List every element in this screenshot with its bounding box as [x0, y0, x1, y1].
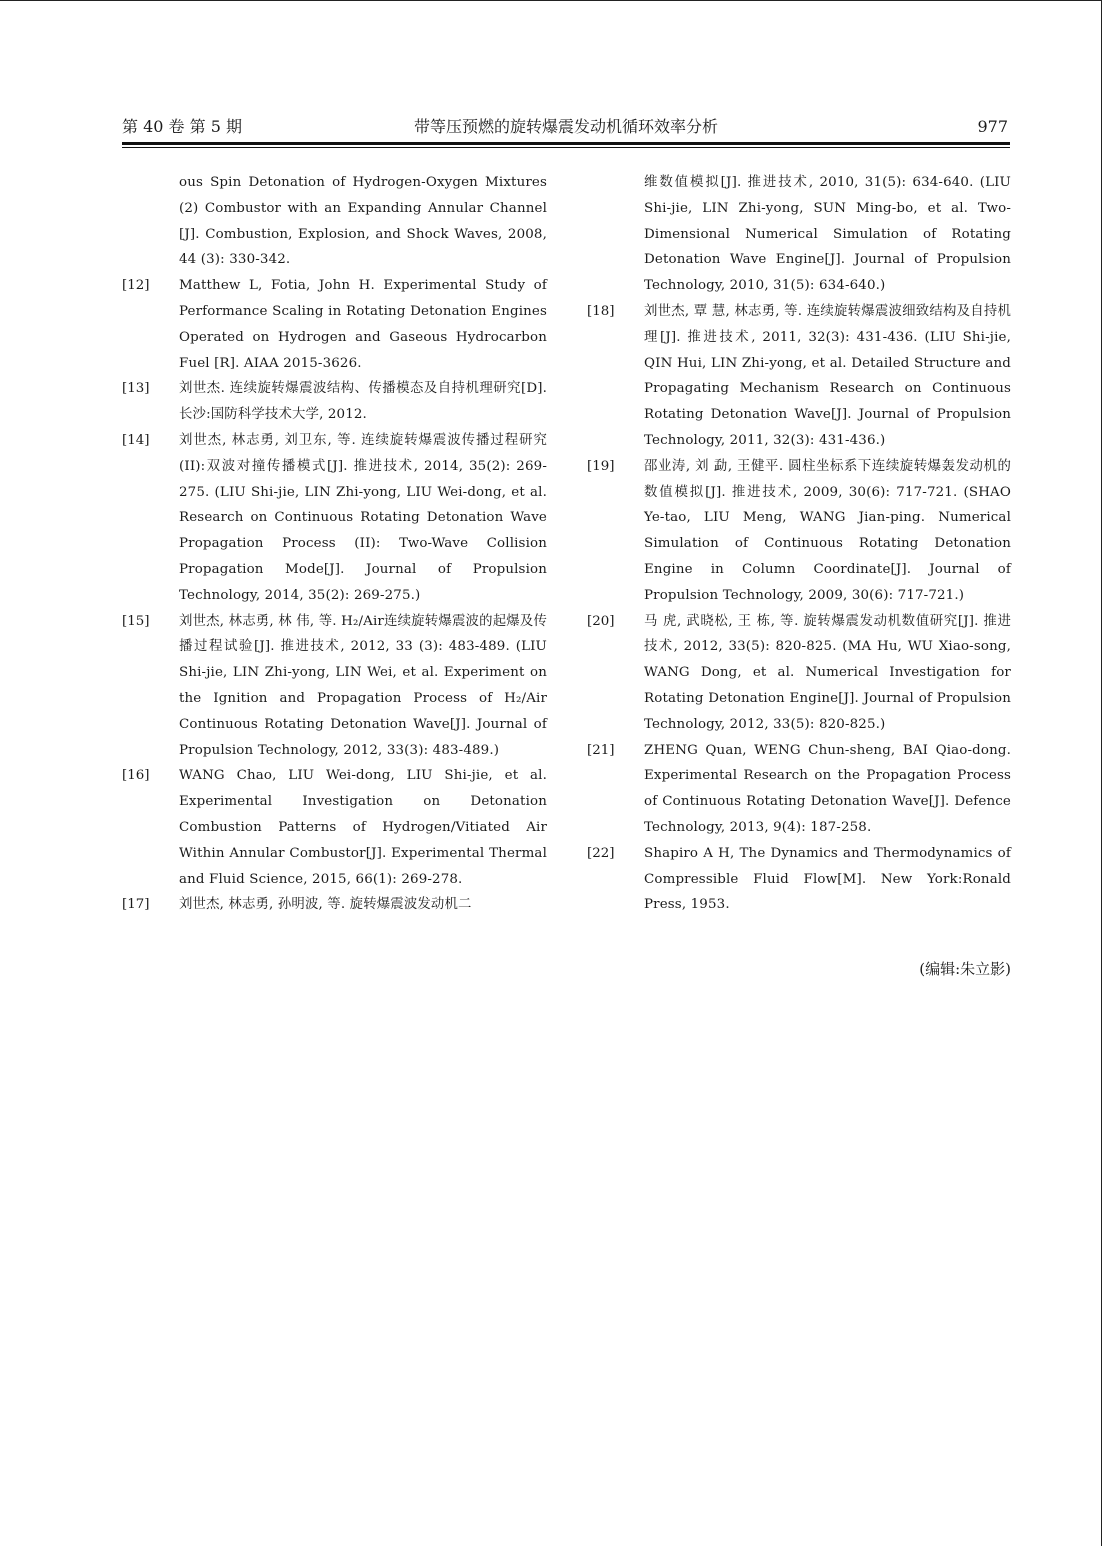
header-rule-thick	[122, 142, 1010, 145]
reference-continuation: ous Spin Detonation of Hydrogen-Oxygen Mixtures (2) Combustor with an Expanding Annular Channel [J]. Combustion, Explosion, and Shock Waves, 2008, 44 (3): 330-342.	[179, 175, 547, 268]
reference-number: [22]	[587, 845, 615, 861]
paper-title: 带等压预燃的旋转爆震发动机循环效率分析	[413, 117, 718, 136]
running-header	[122, 116, 1010, 138]
reference-text: 刘世杰, 林志勇, 林 伟, 等. H₂/Air连续旋转爆震波的起爆及传播过程试验[J]. 推进技术, 2012, 33 (3): 483-489. (LIU Shi-jie, LIN Zhi-yong, LIN Wei, et al. Experiment on the Ignition and Propagation Process of H₂/Air Continuous Rotating Detonation Wave[J]. Journal of Propulsion Technology, 2012, 33(3): 483-489.)	[179, 613, 547, 758]
reference-item	[122, 892, 547, 918]
reference-item	[587, 609, 1011, 738]
reference-text: 邵业涛, 刘 勐, 王健平. 圆柱坐标系下连续旋转爆轰发动机的数值模拟[J]. 推进技术, 2009, 30(6): 717-721. (SHAO Ye-tao, LIU Meng, WANG Jian-ping. Numerical Simulation of Continuous Rotating Detonation Engine in Column Coordinate[J]. Journal of Propulsion Technology, 2009, 30(6): 717-721.)	[644, 458, 1011, 603]
reference-number: [20]	[587, 613, 615, 629]
reference-text: Matthew L, Fotia, John H. Experimental Study of Performance Scaling in Rotating Detonation Engines Operated on Hydrogen and Gaseous Hydrocarbon Fuel [R]. AIAA 2015-3626.	[179, 278, 547, 371]
reference-number: [15]	[122, 613, 150, 629]
reference-number: [18]	[587, 303, 615, 319]
reference-item	[587, 299, 1011, 454]
reference-number: [19]	[587, 458, 615, 474]
left-column	[122, 170, 547, 918]
reference-item	[122, 428, 547, 609]
reference-number: [13]	[122, 381, 150, 397]
reference-number: [14]	[122, 432, 150, 448]
editor-note: (编辑:朱立影)	[919, 960, 1011, 978]
reference-text: 刘世杰. 连续旋转爆震波结构、传播模态及自持机理研究[D]. 长沙:国防科学技术大学, 2012.	[179, 381, 547, 423]
reference-text: 刘世杰, 林志勇, 刘卫东, 等. 连续旋转爆震波传播过程研究(II):双波对撞传播模式[J]. 推进技术, 2014, 35(2): 269-275. (LIU Shi-jie, LIN Zhi-yong, LIU Wei-dong, et al. Research on Continuous Rotating Detonation Wave Propagation Process (II): Two-Wave Collision Propagation Mode[J]. Journal of Propulsion Technology, 2014, 35(2): 269-275.)	[179, 432, 547, 603]
reference-text: 刘世杰, 覃 慧, 林志勇, 等. 连续旋转爆震波细致结构及自持机理[J]. 推进技术, 2011, 32(3): 431-436. (LIU Shi-jie, QIN Hui, LIN Zhi-yong, et al. Detailed Structure and Propagating Mechanism Research on Continuous Rotating Detonation Wave[J]. Journal of Propulsion Technology, 2011, 32(3): 431-436.)	[644, 303, 1011, 448]
reference-text: Shapiro A H, The Dynamics and Thermodynamics of Compressible Fluid Flow[M]. New York:Ronald Press, 1953.	[644, 845, 1011, 913]
reference-text: 刘世杰, 林志勇, 孙明波, 等. 旋转爆震波发动机二	[179, 897, 472, 913]
reference-number: [12]	[122, 278, 150, 294]
reference-item	[587, 454, 1011, 609]
reference-item	[122, 376, 547, 428]
right-column	[587, 170, 1011, 918]
volume-issue: 第 40 卷 第 5 期	[122, 117, 242, 136]
reference-number: [17]	[122, 897, 150, 913]
reference-item	[122, 609, 547, 764]
reference-item	[587, 738, 1011, 841]
reference-number: [21]	[587, 742, 615, 758]
header-rule-thin	[122, 147, 1010, 148]
reference-item	[122, 273, 547, 376]
reference-item	[587, 841, 1011, 918]
reference-text: ZHENG Quan, WENG Chun-sheng, BAI Qiao-dong. Experimental Research on the Propagation Process of Continuous Rotating Detonation Wave[J]. Defence Technology, 2013, 9(4): 187-258.	[644, 742, 1011, 835]
reference-item	[122, 763, 547, 892]
reference-text: WANG Chao, LIU Wei-dong, LIU Shi-jie, et al. Experimental Investigation on Detonation Combustion Patterns of Hydrogen/Vitiated Air Within Annular Combustor[J]. Experimental Thermal and Fluid Science, 2015, 66(1): 269-278.	[179, 768, 547, 887]
reference-number: [16]	[122, 768, 150, 784]
reference-text: 马 虎, 武晓松, 王 栋, 等. 旋转爆震发动机数值研究[J]. 推进技术, 2012, 33(5): 820-825. (MA Hu, WU Xiao-song, WANG Dong, et al. Numerical Investigation for Rotating Detonation Engine[J]. Journal of Propulsion Technology, 2012, 33(5): 820-825.)	[644, 613, 1011, 732]
page-border-top	[0, 0, 1101, 1]
reference-continuation: 维数值模拟[J]. 推进技术, 2010, 31(5): 634-640. (LIU Shi-jie, LIN Zhi-yong, SUN Ming-bo, et al. Two-Dimensional Numerical Simulation of Rotating Detonation Wave Engine[J]. Journal of Propulsion Technology, 2010, 31(5): 634-640.)	[644, 175, 1011, 294]
page-number: 977	[977, 117, 1008, 136]
